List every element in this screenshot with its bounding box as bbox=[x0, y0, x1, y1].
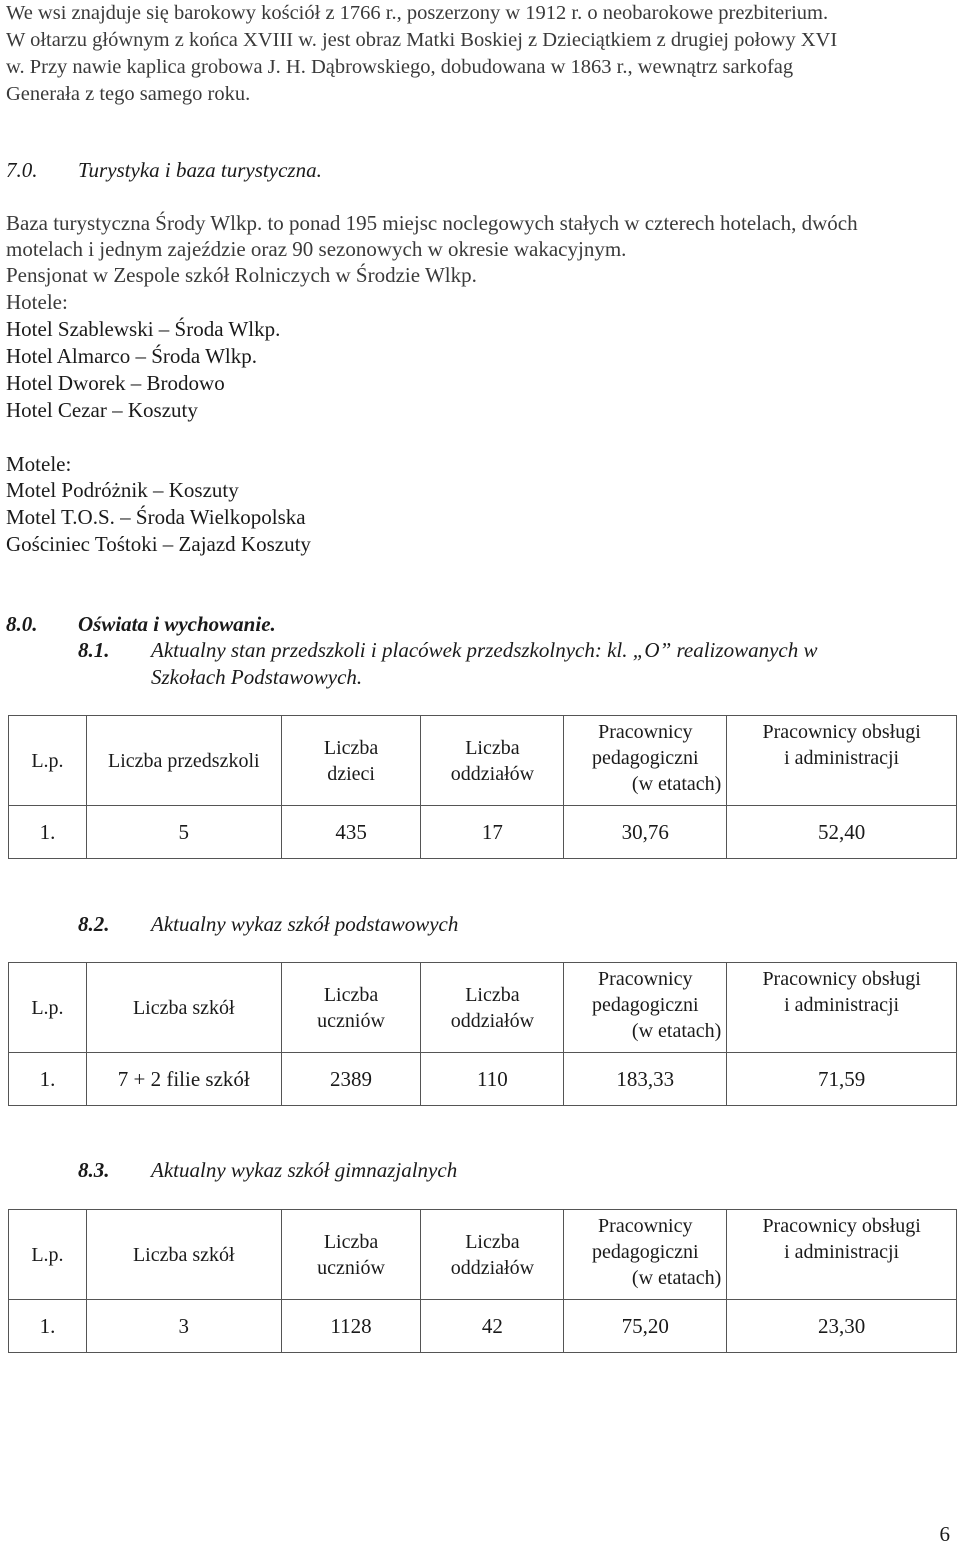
intro-line-3: w. Przy nawie kaplica grobowa J. H. Dąbrowskiego, dobudowana w 1863 r., wewnątrz sarkofag bbox=[6, 56, 794, 78]
cell-count: 5 bbox=[86, 806, 281, 859]
header-students: Liczba uczniów bbox=[281, 1210, 421, 1300]
table-header-row bbox=[9, 1210, 957, 1300]
header-lp: L.p. bbox=[9, 1210, 87, 1300]
header-classes: Liczba oddziałów bbox=[421, 1210, 564, 1300]
section-8-1-title-line-2: Szkołach Podstawowych. bbox=[151, 665, 363, 689]
hotel-item: Hotel Szablewski – Środa Wlkp. bbox=[6, 317, 281, 341]
motel-item: Motel T.O.S. – Środa Wielkopolska bbox=[6, 505, 306, 529]
header-teachers: Pracownicy pedagogiczni bbox=[564, 1210, 727, 1300]
cell-students: 2389 bbox=[281, 1053, 421, 1106]
cell-children: 435 bbox=[281, 806, 421, 859]
hotels-label: Hotele: bbox=[6, 290, 68, 314]
header-classes: Liczba oddziałów bbox=[421, 963, 564, 1053]
cell-lp: 1. bbox=[9, 806, 87, 859]
section-8-1-title-line-1: Aktualny stan przedszkoli i placówek przedszkolnych: kl. „O” realizowanych w bbox=[151, 638, 818, 662]
intro-line-4: Generała z tego samego roku. bbox=[6, 83, 251, 105]
header-teachers: Pracownicy pedagogiczni bbox=[564, 963, 727, 1053]
cell-classes: 17 bbox=[421, 806, 564, 859]
section-8-heading bbox=[6, 611, 276, 637]
intro-line-1: We wsi znajduje się barokowy kościół z 1766 r., poszerzony w 1912 r. o neobarokowe prezbiterium. bbox=[6, 2, 829, 24]
hotel-item: Hotel Dworek – Brodowo bbox=[6, 371, 225, 395]
motels-label: Motele: bbox=[6, 452, 72, 476]
cell-staff: 23,30 bbox=[727, 1300, 957, 1353]
header-lp: L.p. bbox=[9, 716, 87, 806]
cell-teachers: 75,20 bbox=[564, 1300, 727, 1353]
header-count: Liczba szkół bbox=[86, 1210, 281, 1300]
hotel-item: Hotel Cezar – Koszuty bbox=[6, 398, 198, 422]
cell-staff: 71,59 bbox=[727, 1053, 957, 1106]
cell-classes: 42 bbox=[421, 1300, 564, 1353]
table-row bbox=[9, 1053, 957, 1106]
section-8-title: Oświata i wychowanie. bbox=[78, 612, 276, 636]
cell-teachers: 30,76 bbox=[564, 806, 727, 859]
section-7-para-1: Baza turystyczna Środy Wlkp. to ponad 195 miejsc noclegowych stałych w czterech hotelach, dwóch bbox=[6, 211, 858, 235]
header-count: Liczba przedszkoli bbox=[86, 716, 281, 806]
section-8-3-number: 8.3. bbox=[78, 1158, 110, 1182]
header-staff: Pracownicy obsługi i administracji (w etatach) bbox=[727, 1210, 957, 1300]
hotel-item: Hotel Almarco – Środa Wlkp. bbox=[6, 344, 257, 368]
section-8-number: 8.0. bbox=[6, 612, 38, 636]
primary-schools-table bbox=[8, 962, 957, 1106]
header-children: Liczba dzieci bbox=[281, 716, 421, 806]
table-row bbox=[9, 1300, 957, 1353]
header-staff: Pracownicy obsługi i administracji (w etatach) bbox=[727, 716, 957, 806]
section-8-2-title: Aktualny wykaz szkół podstawowych bbox=[151, 912, 459, 936]
section-8-1-number: 8.1. bbox=[78, 638, 110, 662]
section-8-3-title: Aktualny wykaz szkół gimnazjalnych bbox=[151, 1158, 458, 1182]
section-7-number: 7.0. bbox=[6, 158, 38, 182]
cell-count: 3 bbox=[86, 1300, 281, 1353]
intro-line-2: W ołtarzu głównym z końca XVIII w. jest obraz Matki Boskiej z Dzieciątkiem z drugiej połowy XVI bbox=[6, 29, 838, 51]
header-classes: Liczba oddziałów bbox=[421, 716, 564, 806]
section-7-para-3: Pensjonat w Zespole szkół Rolniczych w Środzie Wlkp. bbox=[6, 263, 477, 287]
cell-lp: 1. bbox=[9, 1053, 87, 1106]
header-lp: L.p. bbox=[9, 963, 87, 1053]
cell-classes: 110 bbox=[421, 1053, 564, 1106]
header-teachers: Pracownicy pedagogiczni bbox=[564, 716, 727, 806]
cell-count: 7 + 2 filie szkół bbox=[86, 1053, 281, 1106]
section-7-title: Turystyka i baza turystyczna. bbox=[78, 158, 322, 182]
header-students: Liczba uczniów bbox=[281, 963, 421, 1053]
section-7-para-2: motelach i jednym zajeździe oraz 90 sezonowych w okresie wakacyjnym. bbox=[6, 237, 627, 261]
motel-item: Motel Podróżnik – Koszuty bbox=[6, 478, 239, 502]
preschool-table bbox=[8, 715, 957, 859]
table-header-row bbox=[9, 716, 957, 806]
motel-item: Gościniec Tośtoki – Zajazd Koszuty bbox=[6, 532, 311, 556]
cell-teachers: 183,33 bbox=[564, 1053, 727, 1106]
table-header-row bbox=[9, 963, 957, 1053]
cell-students: 1128 bbox=[281, 1300, 421, 1353]
cell-lp: 1. bbox=[9, 1300, 87, 1353]
page-number: 6 bbox=[939, 1522, 950, 1546]
table-row bbox=[9, 806, 957, 859]
cell-staff: 52,40 bbox=[727, 806, 957, 859]
header-count: Liczba szkół bbox=[86, 963, 281, 1053]
header-staff: Pracownicy obsługi i administracji (w etatach) bbox=[727, 963, 957, 1053]
middle-schools-table bbox=[8, 1209, 957, 1353]
section-8-2-number: 8.2. bbox=[78, 912, 110, 936]
section-7-heading bbox=[6, 157, 322, 183]
